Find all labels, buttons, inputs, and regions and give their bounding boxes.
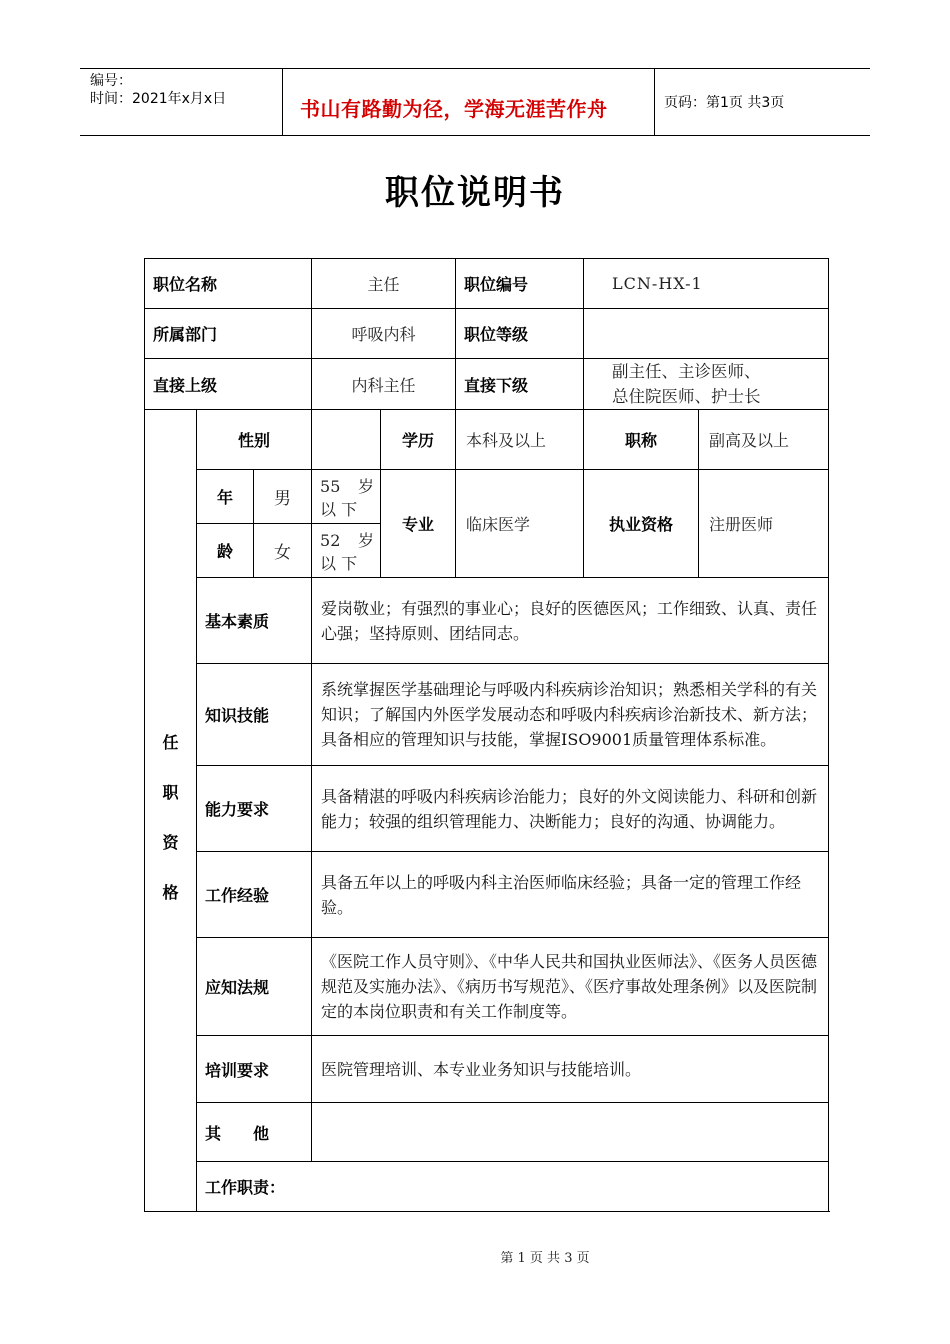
- grade-value: [584, 309, 829, 359]
- experience-label: 工作经验: [197, 852, 312, 938]
- document-title: 职位说明书: [385, 173, 565, 213]
- header-time: 时间：2021年x月x日: [90, 91, 227, 107]
- male-label: 男: [254, 470, 312, 524]
- subordinate-label: 直接下级: [456, 359, 584, 410]
- superior-label: 直接上级: [145, 359, 312, 410]
- training-value: 医院管理培训、本专业业务知识与技能培训。: [312, 1036, 829, 1103]
- female-label: 女: [254, 524, 312, 578]
- row-duties: [145, 1162, 829, 1212]
- position-table: [144, 258, 829, 1212]
- row-position-name: [145, 259, 829, 309]
- education-value: 本科及以上: [456, 410, 584, 470]
- experience-value: 具备五年以上的呼吸内科主治医师临床经验；具备一定的管理工作经验。: [312, 852, 829, 938]
- basic-quality-value: 爱岗敬业；有强烈的事业心；良好的医德医风；工作细致、认真、责任心强；坚持原则、团结同志。: [312, 578, 829, 664]
- position-code-value: LCN-HX-1: [584, 259, 829, 309]
- other-value: [312, 1103, 829, 1162]
- age-label-1: 年: [197, 470, 254, 524]
- header-divider-right: [654, 68, 655, 136]
- training-label: 培训要求: [197, 1036, 312, 1103]
- ability-label: 能力要求: [197, 766, 312, 852]
- row-department: [145, 309, 829, 359]
- header-top-rule: [80, 68, 870, 69]
- knowledge-label: 知识技能: [197, 664, 312, 766]
- header-divider-left: [282, 68, 283, 136]
- subordinate-line-2: 总住院医师、护士长: [612, 387, 761, 406]
- department-label: 所属部门: [145, 309, 312, 359]
- male-age: 55 岁 以 下: [312, 470, 381, 524]
- subordinate-value: [584, 359, 829, 410]
- position-name-value: 主任: [312, 259, 456, 309]
- qualification-char-1: 任: [162, 732, 179, 752]
- header-page: 页码：第1页 共3页: [664, 95, 785, 111]
- qualification-char-4: 格: [162, 882, 179, 902]
- header-bottom-rule: [80, 135, 870, 136]
- knowledge-value: 系统掌握医学基础理论与呼吸内科疾病诊治知识；熟悉相关学科的有关知识；了解国内外医学发展动态和呼吸内科疾病诊治新技术、新方法；具备相应的管理知识与技能，掌握ISO9001质量管理体系标准。: [312, 664, 829, 766]
- position-name-label: 职位名称: [145, 259, 312, 309]
- ability-value: 具备精湛的呼吸内科疾病诊治能力；良好的外文阅读能力、科研和创新能力；较强的组织管理能力、决断能力；良好的沟通、协调能力。: [312, 766, 829, 852]
- superior-value: 内科主任: [312, 359, 456, 410]
- qualification-char-3: 资: [162, 832, 179, 852]
- row-knowledge: [145, 664, 829, 766]
- header-motto: 书山有路勤为径，学海无涯苦作舟: [300, 97, 608, 121]
- license-label: 执业资格: [584, 470, 699, 578]
- title-value: 副高及以上: [699, 410, 829, 470]
- row-age-male: [145, 470, 829, 524]
- age-label-2: 龄: [197, 524, 254, 578]
- row-training: [145, 1036, 829, 1103]
- gender-value: [312, 410, 381, 470]
- qualification-char-2: 职: [162, 782, 179, 802]
- row-ability: [145, 766, 829, 852]
- row-regulations: [145, 938, 829, 1036]
- gender-label: 性别: [197, 410, 312, 470]
- row-gender: [145, 410, 829, 470]
- qualification-label: [145, 410, 197, 1212]
- page-footer: 第 1 页 共 3 页: [500, 1251, 590, 1266]
- row-experience: [145, 852, 829, 938]
- major-value: 临床医学: [456, 470, 584, 578]
- major-label: 专业: [381, 470, 456, 578]
- position-code-label: 职位编号: [456, 259, 584, 309]
- row-basic-quality: [145, 578, 829, 664]
- department-value: 呼吸内科: [312, 309, 456, 359]
- title-label: 职称: [584, 410, 699, 470]
- subordinate-line-1: 副主任、主诊医师、: [612, 362, 761, 381]
- female-age: 52 岁 以 下: [312, 524, 381, 578]
- header-code: 编号：: [90, 73, 132, 89]
- basic-quality-label: 基本素质: [197, 578, 312, 664]
- regulations-value: 《医院工作人员守则》、《中华人民共和国执业医师法》、《医务人员医德规范及实施办法》、《病历书写规范》、《医疗事故处理条例》以及医院制定的本岗位职责和有关工作制度等。: [312, 938, 829, 1036]
- row-superior: [145, 359, 829, 410]
- license-value: 注册医师: [699, 470, 829, 578]
- grade-label: 职位等级: [456, 309, 584, 359]
- regulations-label: 应知法规: [197, 938, 312, 1036]
- education-label: 学历: [381, 410, 456, 470]
- duties-label: 工作职责：: [197, 1162, 829, 1212]
- other-label: 其 他: [197, 1103, 312, 1162]
- row-other: [145, 1103, 829, 1162]
